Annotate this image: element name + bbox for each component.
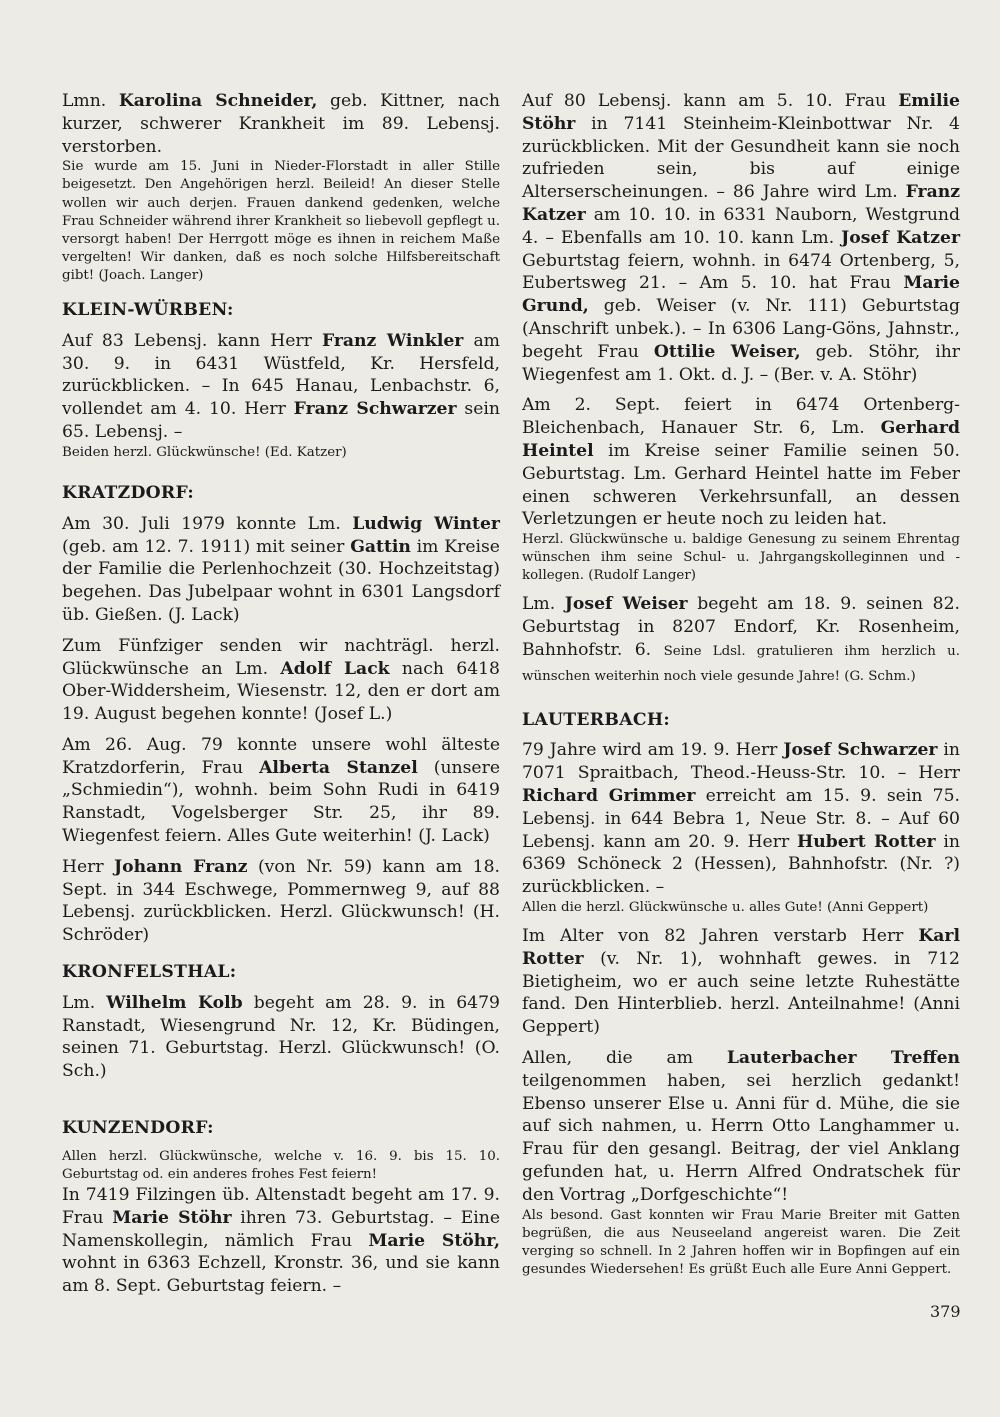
text-run: geb. Kittner, nach kurzer, schwerer Krankheit im 89. Lebensj. verstorben. (62, 91, 500, 157)
bold-name: Franz Katzer (522, 182, 960, 225)
text-run: Allen, die am (522, 1048, 727, 1069)
text-run: teilgenommen haben, sei herzlich gedankt! Ebenso unserer Else u. Anni für d. Mühe, die sie auf sich nahmen, u. Herrn Otto Langhammer u. Frau für den gesangl. Beitrag, der viel Anklang gefunden hat, u. Herrn Alfred Ondratschek für den Vortrag „Dorfgeschichte“! (522, 1070, 960, 1205)
text-run: Lm. (62, 992, 107, 1013)
bold-name: Emilie Stöhr (522, 91, 960, 134)
left-paragraph (62, 635, 500, 726)
left-paragraph (62, 330, 500, 444)
right-paragraph (522, 739, 960, 899)
text-run: Auf 80 Lebensj. kann am 5. 10. Frau (522, 91, 899, 111)
right-paragraph (522, 593, 960, 688)
text-run: KLEIN-WÜRBEN: (62, 300, 234, 321)
text-run: begeht am 18. 9. seinen 82. Geburtstag in 8207 Endorf, Kr. Rosenheim, Bahnhofstr. 6. (522, 594, 961, 661)
bold-name: Josef Weiser (564, 594, 688, 615)
text-run: (unsere „Schmiedin“), wohnh. beim Sohn Rudi in 6419 Ranstadt, Vogelsberger Str. 25, ihr 89. Wiegenfest feiern. Alles Gute weiterhin! (J. Lack) (62, 757, 500, 847)
bold-name: Marie Stöhr, (368, 1230, 501, 1251)
text-run: Allen herzl. Glückwünsche, welche v. 16. 9. bis 15. 10. Geburtstag od. ein anderes frohes Fest feiern! (62, 1148, 500, 1182)
text-run: KRONFELSTHAL: (62, 962, 237, 983)
text-run: im Kreise seiner Familie seinen 50. Geburtstag. Lm. Gerhard Heintel hatte im Feber einen schweren Verkehrsunfall, an dessen Verletzungen er heute noch zu leiden hat. (522, 440, 960, 530)
text-run: am 30. 9. in 6431 Wüstfeld, Kr. Hersfeld, zurückblicken. – In 645 Hanau, Lenbachstr. 6, vollendet am 4. 10. Herr (62, 330, 500, 420)
left-section-heading (62, 961, 500, 984)
bold-name: Gattin (350, 536, 411, 557)
right-column (522, 90, 960, 1279)
bold-name: Wilhelm Kolb (106, 992, 243, 1013)
text-run: in 6369 Schöneck 2 (Hessen), Bahnhofstr. (Nr. ?) zurückblicken. – (522, 831, 960, 898)
left-section-heading (62, 482, 500, 505)
left-column (62, 90, 500, 1298)
text-run: Geburtstag feiern, wohnh. in 6474 Ortenberg, 5, Eubertsweg 21. – Am 5. 10. hat Frau (522, 250, 960, 294)
text-run: in 7071 Spraitbach, Theod.-Heuss-Str. 10. – Herr (522, 740, 960, 784)
text-run: geb. Stöhr, ihr Wiegenfest am 1. Okt. d. J. – (Ber. v. A. Stöhr) (522, 341, 961, 385)
bold-name: Richard Grimmer (522, 786, 696, 806)
text-run: am 10. 10. in 6331 Nauborn, Westgrund 4. – Ebenfalls am 10. 10. kann Lm. (522, 204, 960, 248)
text-run: Herzl. Glückwünsche u. baldige Genesung zu seinem Ehrentag wünschen ihm seine Schul- u. Jahrgangskolleginnen und -kollegen. (Rudolf Langer) (522, 532, 960, 584)
bold-name: Hubert Rotter (796, 831, 936, 852)
text-run: nach 6418 Ober-Widdersheim, Wiesenstr. 12, den er dort am 19. August begehen konnte! (Josef L.) (62, 658, 500, 725)
text-run: Allen die herzl. Glückwünsche u. alles Gute! (Anni Geppert) (522, 899, 929, 915)
right-note-paragraph (522, 1207, 960, 1279)
text-run: In 7419 Filzingen üb. Altenstadt begeht am 17. 9. Frau (62, 1185, 500, 1228)
page-number: 379 (930, 1302, 961, 1321)
text-run: Auf 83 Lebensj. kann Herr (62, 330, 322, 351)
text-run: Lmn. (62, 91, 119, 111)
text-run: Am 30. Juli 1979 konnte Lm. (62, 513, 353, 534)
text-run: geb. Weiser (v. Nr. 111) Geburtstag (Anschrift unbek.). – In 6306 Lang-Göns, Jahnstr., begeht Frau (522, 296, 960, 362)
text-run: begeht am 28. 9. in 6479 Ranstadt, Wiesengrund Nr. 12, Kr. Büdingen, seinen 71. Geburtstag. Herzl. Glückwunsch! (O. Sch.) (62, 992, 500, 1082)
left-paragraph (62, 734, 500, 848)
right-section-heading (522, 709, 960, 732)
text-run: Sie wurde am 15. Juni in Nieder-Florstadt in aller Stille beigesetzt. Den Angehörigen herzl. Beileid! An dieser Stelle wollen wir auch derjen. Frauen dankend gedenken, welche Frau Schneider während ihrer Krankheit so liebevoll gepflegt u. versorgt haben! Der Herrgott möge es ihnen in reichem Maße vergelten! Wir danken, daß es noch solche Hilfsbereitschaft gibt! (Joach. Langer) (62, 159, 500, 283)
bold-name: Franz Winkler (321, 330, 464, 351)
text-run: KRATZDORF: (62, 482, 195, 503)
text-run: ihren 73. Geburtstag. – Eine Namenskollegin, nämlich Frau (62, 1207, 500, 1251)
text-run: im Kreise der Familie die Perlenhochzeit (30. Hochzeitstag) begehen. Das Jubelpaar wohnt in 6301 Langsdorf üb. Gießen. (J. Lack) (62, 536, 500, 625)
bold-name: Gerhard Heintel (522, 418, 960, 461)
text-run: Als besond. Gast konnten wir Frau Marie Breiter mit Gatten begrüßen, die aus Neuseeland angereist waren. Die Zeit verging so schnell. In 2 Jahren hoffen wir in Bopfingen auf ein gesundes Wiedersehen! Es grüßt Euch alle Eure Anni Geppert. (522, 1207, 960, 1277)
text-run: in 7141 Steinheim-Kleinbottwar Nr. 4 zurückblicken. Mit der Gesundheit kann sie noch zufrieden sein, bis auf einige Alterserscheinungen. – 86 Jahre wird Lm. (522, 113, 960, 203)
bold-name: Marie Grund, (522, 273, 960, 317)
text-run: wohnt in 6363 Echzell, Kronstr. 36, und sie kann am 8. Sept. Geburtstag feiern. – (62, 1253, 500, 1297)
right-note-paragraph (522, 899, 960, 917)
text-run: Zum Fünfziger senden wir nachträgl. herzl. Glückwünsche an Lm. (62, 635, 500, 679)
bold-name: Karl Rotter (522, 926, 960, 969)
right-paragraph (522, 90, 960, 386)
inline-note: Seine Ldsl. gratulieren ihm herzlich u. wünschen weiterhin noch viele gesunde Jahre! (G. Schm.) (522, 644, 961, 684)
text-run: (von Nr. 59) kann am 18. Sept. in 344 Eschwege, Pommernweg 9, auf 88 Lebensj. zurückblicken. Herzl. Glückwunsch! (H. Schröder) (62, 856, 500, 946)
text-run: Beiden herzl. Glückwünsche! (Ed. Katzer) (62, 444, 347, 460)
bold-name: Ottilie Weiser, (653, 341, 801, 362)
text-run: 79 Jahre wird am 19. 9. Herr (522, 740, 784, 761)
bold-name: Lauterbacher Treffen (726, 1048, 961, 1069)
left-paragraph (62, 90, 500, 158)
bold-name: Alberta Stanzel (259, 757, 418, 778)
bold-name: Ludwig Winter (352, 513, 500, 534)
left-paragraph (62, 1184, 500, 1298)
bold-name: Adolf Lack (280, 658, 390, 679)
left-paragraph (62, 513, 500, 627)
text-run: Am 26. Aug. 79 konnte unsere wohl älteste Kratzdorferin, Frau (62, 734, 500, 778)
left-section-heading (62, 299, 500, 322)
text-run: KUNZENDORF: (62, 1118, 214, 1139)
text-run: Herr (62, 856, 115, 877)
text-run: LAUTERBACH: (522, 709, 671, 730)
bold-name: Franz Schwarzer (293, 399, 457, 420)
left-note-paragraph (62, 158, 500, 285)
right-paragraph (522, 925, 960, 1039)
bold-name: Karolina Schneider, (118, 91, 318, 111)
text-run: Im Alter von 82 Jahren verstarb Herr (522, 926, 919, 947)
bold-name: Josef Katzer (841, 227, 960, 248)
bold-name: Josef Schwarzer (783, 740, 938, 761)
bold-name: Marie Stöhr (112, 1207, 232, 1228)
left-section-heading (62, 1117, 500, 1140)
text-run: sein 65. Lebensj. – (62, 399, 500, 443)
text-run: Lm. (522, 594, 565, 615)
text-run: (v. Nr. 1), wohnhaft gewes. in 712 Bietigheim, wo er auch seine letzte Ruhestätte fand. Den Hinterblieb. herzl. Anteilnahme! (Anni Geppert) (522, 948, 960, 1038)
text-run: (geb. am 12. 7. 1911) mit seiner (62, 536, 351, 557)
left-note-paragraph (62, 444, 500, 462)
left-note-paragraph (62, 1148, 500, 1184)
text-run: erreicht am 15. 9. sein 75. Lebensj. in 644 Bebra 1, Neue Str. 8. – Auf 60 Lebensj. kann am 20. 9. Herr (522, 786, 960, 852)
right-paragraph (522, 1047, 960, 1207)
left-paragraph (62, 856, 500, 947)
right-paragraph (522, 394, 960, 531)
text-run: Am 2. Sept. feiert in 6474 Ortenberg-Bleichenbach, Hanauer Str. 6, Lm. (522, 395, 960, 439)
left-paragraph (62, 992, 500, 1083)
right-note-paragraph (522, 531, 960, 585)
bold-name: Johann Franz (114, 856, 248, 877)
